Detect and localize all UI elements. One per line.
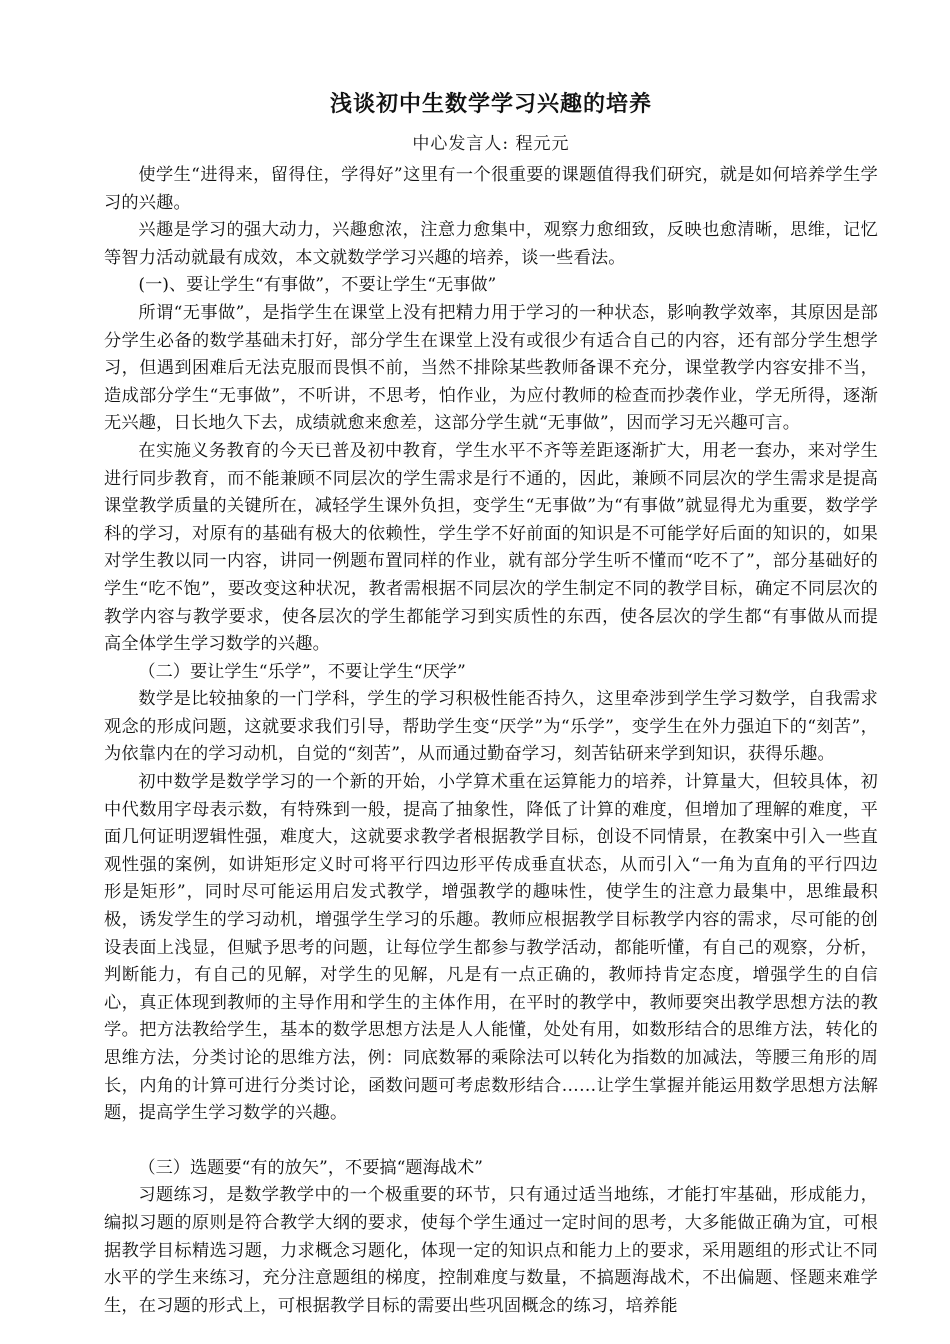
section-3-heading: （三）选题要“有的放矢”，不要搞“题海战术” [138, 1157, 483, 1178]
document-page [104, 88, 878, 1320]
speaker-line: 中心发言人: 程元元 [412, 134, 570, 154]
section-1-heading: (一)、要让学生“有事做”，不要让学生“无事做” [138, 275, 497, 296]
section-3-paragraph-1: 习题练习，是数学教学中的一个极重要的环节，只有通过适当地练，才能打牢基础，形成能力，编拟习题的原则是符合教学大纲的要求，使每个学生通过一定时间的思考，大多能做正确为宜，可根据教学目标精选习题，力求概念习题化，体现一定的知识点和能力上的要求，采用题组的形式让不同水平的学生来练习，充分注意题组的梯度，控制难度与数量，不搞题海战术，不出偏题、怪题来难学生，在习题的形式上，可根据教学目标的需要出些巩固概念的练习，培养能 [104, 1185, 878, 1316]
section-2-paragraph-1: 数学是比较抽象的一门学科，学生的学习积极性能否持久，这里牵涉到学生学习数学，自我需求观念的形成问题，这就要求我们引导，帮助学生变“厌学”为“乐学”，变学生在外力强迫下的“刻苦”，为依靠内在的学习动机，自觉的“刻苦”，从而通过勤奋学习，刻苦钻研来学到知识，获得乐趣。 [104, 689, 878, 765]
section-1-paragraph-2: 在实施义务教育的今天已普及初中教育，学生水平不齐等差距逐渐扩大，用老一套办，来对学生进行同步教育，而不能兼顾不同层次的学生需求是行不通的，因此，兼顾不同层次的学生需求是提高课堂教学质量的关键所在，减轻学生课外负担，变学生“无事做”为“有事做”就显得尤为重要，数学学科的学习，对原有的基础有极大的依赖性，学生学不好前面的知识是不可能学好后面的知识的，如果对学生教以同一内容，讲同一例题布置同样的作业，就有部分学生听不懂而“吃不了”，部分基础好的学生“吃不饱”，要改变这种状况，教者需根据不同层次的学生制定不同的教学目标，确定不同层次的教学内容与教学要求，使各层次的学生都能学习到实质性的东西，使各层次的学生都“有事做从而提高全体学生学习数学的兴趣。 [104, 440, 878, 655]
section-spacer [104, 1128, 878, 1155]
section-1-paragraph-1: 所谓“无事做”，是指学生在课堂上没有把精力用于学习的一种状态，影响教学效率，其原因是部分学生必备的数学基础未打好，部分学生在课堂上没有或很少有适合自己的内容，还有部分学生想学习，但遇到困难后无法克服而畏惧不前，当然不排除某些教师备课不充分，课堂教学内容安排不当，造成部分学生“无事做”，不听讲，不思考，怕作业，为应付教师的检查而抄袭作业，学无所得，逐渐无兴趣，日长地久下去，成绩就愈来愈差，这部分学生就“无事做”，因而学习无兴趣可言。 [104, 302, 878, 434]
section-2-paragraph-2: 初中数学是数学学习的一个新的开始，小学算术重在运算能力的培养，计算量大，但较具体，初中代数用字母表示数，有特殊到一般，提高了抽象性，降低了计算的难度，但增加了理解的难度，平面几何证明逻辑性强，难度大，这就要求教学者根据教学目标，创设不同情景，在教案中引入一些直观性强的案例，如讲矩形定义时可将平行四边形平传成垂直状态，从而引入“一角为直角的平行四边形是矩形”，同时尽可能运用启发式教学，增强教学的趣味性，使学生的注意力最集中，思维最积极，诱发学生的学习动机，增强学生学习的乐趣。教师应根据教学目标教学内容的需求，尽可能的创设表面上浅显，但赋予思考的问题，让每位学生都参与教学活动，都能听懂，有自己的观察，分析，判断能力，有自己的见解，对学生的见解，凡是有一点正确的，教师持肯定态度，增强学生的自信心，真正体现到教师的主导作用和学生的主体作用，在平时的教学中，教师要突出教学思想方法的教学。把方法教给学生，基本的数学思想方法是人人能懂，处处有用，如数形结合的思维方法，转化的思维方法，分类讨论的思维方法，例：同底数幂的乘除法可以转化为指数的加减法，等腰三角形的周长，内角的计算可进行分类讨论，函数问题可考虑数形结合……让学生掌握并能运用数学思想方法解题，提高学生学习数学的兴趣。 [104, 772, 878, 1124]
document-title: 浅谈初中生数学学习兴趣的培养 [329, 92, 652, 117]
intro-paragraph-2: 兴趣是学习的强大动力，兴趣愈浓，注意力愈集中，观察力愈细致，反映也愈清晰，思维，记忆等智力活动就最有成效，本文就数学学习兴趣的培养，谈一些看法。 [104, 220, 878, 268]
section-2-heading: （二）要让学生“乐学”，不要让学生“厌学” [138, 661, 466, 682]
intro-paragraph-1: 使学生“进得来，留得住，学得好”这里有一个很重要的课题值得我们研究，就是如何培养学生学习的兴趣。 [104, 165, 878, 213]
